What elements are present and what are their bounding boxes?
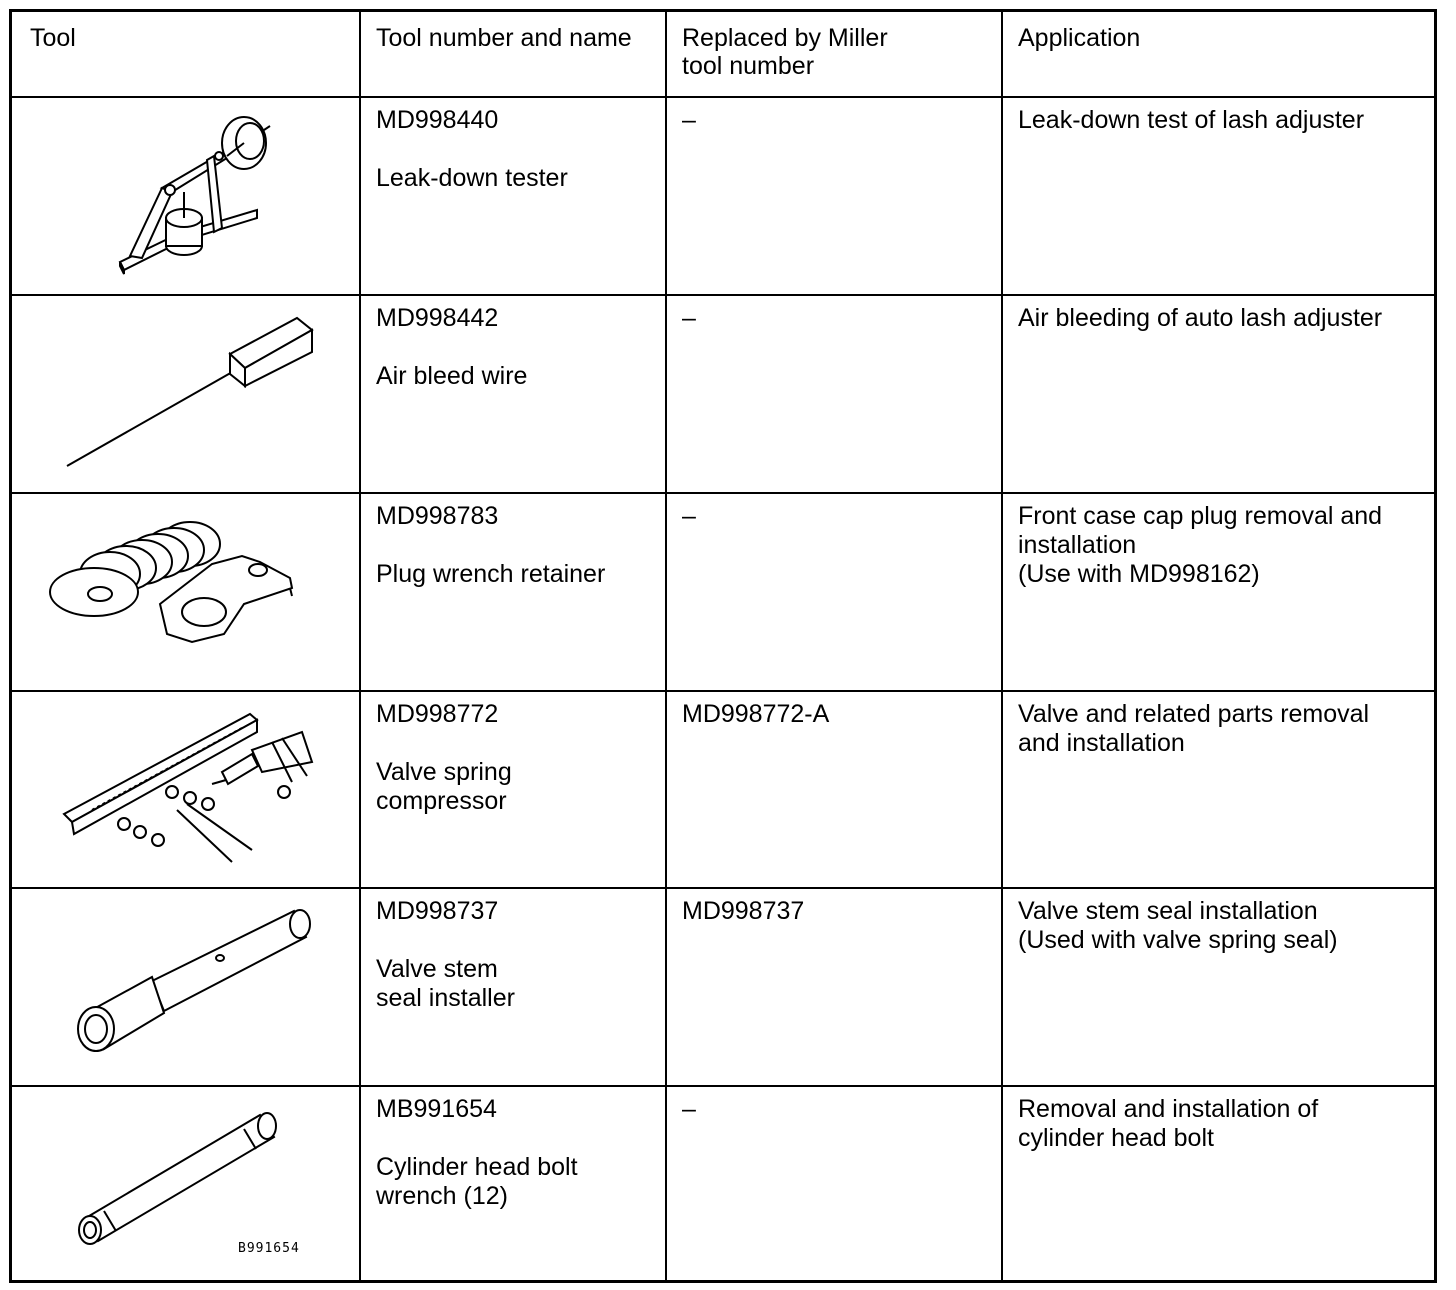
tool-image-cell	[12, 692, 361, 889]
tool-number: MB991654	[376, 1095, 497, 1123]
application-cell: Valve and related parts removal and installation	[1003, 692, 1434, 889]
replaced-by-cell: MD998772-A	[667, 692, 1003, 889]
tool-image-cell	[12, 296, 361, 494]
tool-image-cell	[12, 98, 361, 296]
valve-stem-seal-installer-icon	[12, 889, 361, 1087]
tool-name: Valve spring compressor	[376, 758, 512, 815]
header-tool: Tool	[12, 12, 361, 98]
replaced-by-cell: –	[667, 494, 1003, 692]
application-cell: Front case cap plug removal and installation (Use with MD998162)	[1003, 494, 1434, 692]
tool-number: MD998442	[376, 304, 499, 332]
tool-number: MD998772	[376, 700, 499, 728]
tool-name: Valve stem seal installer	[376, 955, 515, 1012]
tool-number: MD998440	[376, 106, 499, 134]
header-tool-number-name: Tool number and name	[361, 12, 667, 98]
drawing-code: B991654	[238, 1241, 300, 1256]
tool-number-name-cell	[361, 1087, 667, 1280]
application-cell: Air bleeding of auto lash adjuster	[1003, 296, 1434, 494]
application-cell: Valve stem seal installation (Used with valve spring seal)	[1003, 889, 1434, 1087]
air-bleed-wire-icon	[12, 296, 361, 494]
tool-name: Leak-down tester	[376, 164, 568, 192]
tool-image-cell	[12, 494, 361, 692]
tool-number: MD998783	[376, 502, 499, 530]
leak-down-tester-icon	[12, 98, 361, 296]
tool-number-name-cell	[361, 692, 667, 889]
header-application: Application	[1003, 12, 1434, 98]
tool-number-name-cell	[361, 889, 667, 1087]
valve-spring-compressor-icon	[12, 692, 361, 889]
special-tools-table	[9, 9, 1437, 1283]
tool-name: Air bleed wire	[376, 362, 528, 390]
application-cell: Leak-down test of lash adjuster	[1003, 98, 1434, 296]
replaced-by-cell: –	[667, 296, 1003, 494]
tool-name: Plug wrench retainer	[376, 560, 606, 588]
replaced-by-cell: –	[667, 1087, 1003, 1280]
tool-number-name-cell	[361, 296, 667, 494]
tool-number-name-cell	[361, 494, 667, 692]
tool-image-cell	[12, 1087, 361, 1280]
tool-image-cell	[12, 889, 361, 1087]
cylinder-head-bolt-wrench-icon	[12, 1087, 361, 1280]
replaced-by-cell: MD998737	[667, 889, 1003, 1087]
application-cell: Removal and installation of cylinder head bolt	[1018, 1095, 1319, 1152]
replaced-by-cell: –	[667, 98, 1003, 296]
tool-name: Cylinder head bolt wrench (12)	[376, 1153, 578, 1210]
plug-wrench-retainer-icon	[12, 494, 361, 692]
tool-number-name-cell	[361, 98, 667, 296]
header-replaced-by-miller: Replaced by Miller tool number	[667, 12, 1003, 98]
tool-number: MD998737	[376, 897, 499, 925]
